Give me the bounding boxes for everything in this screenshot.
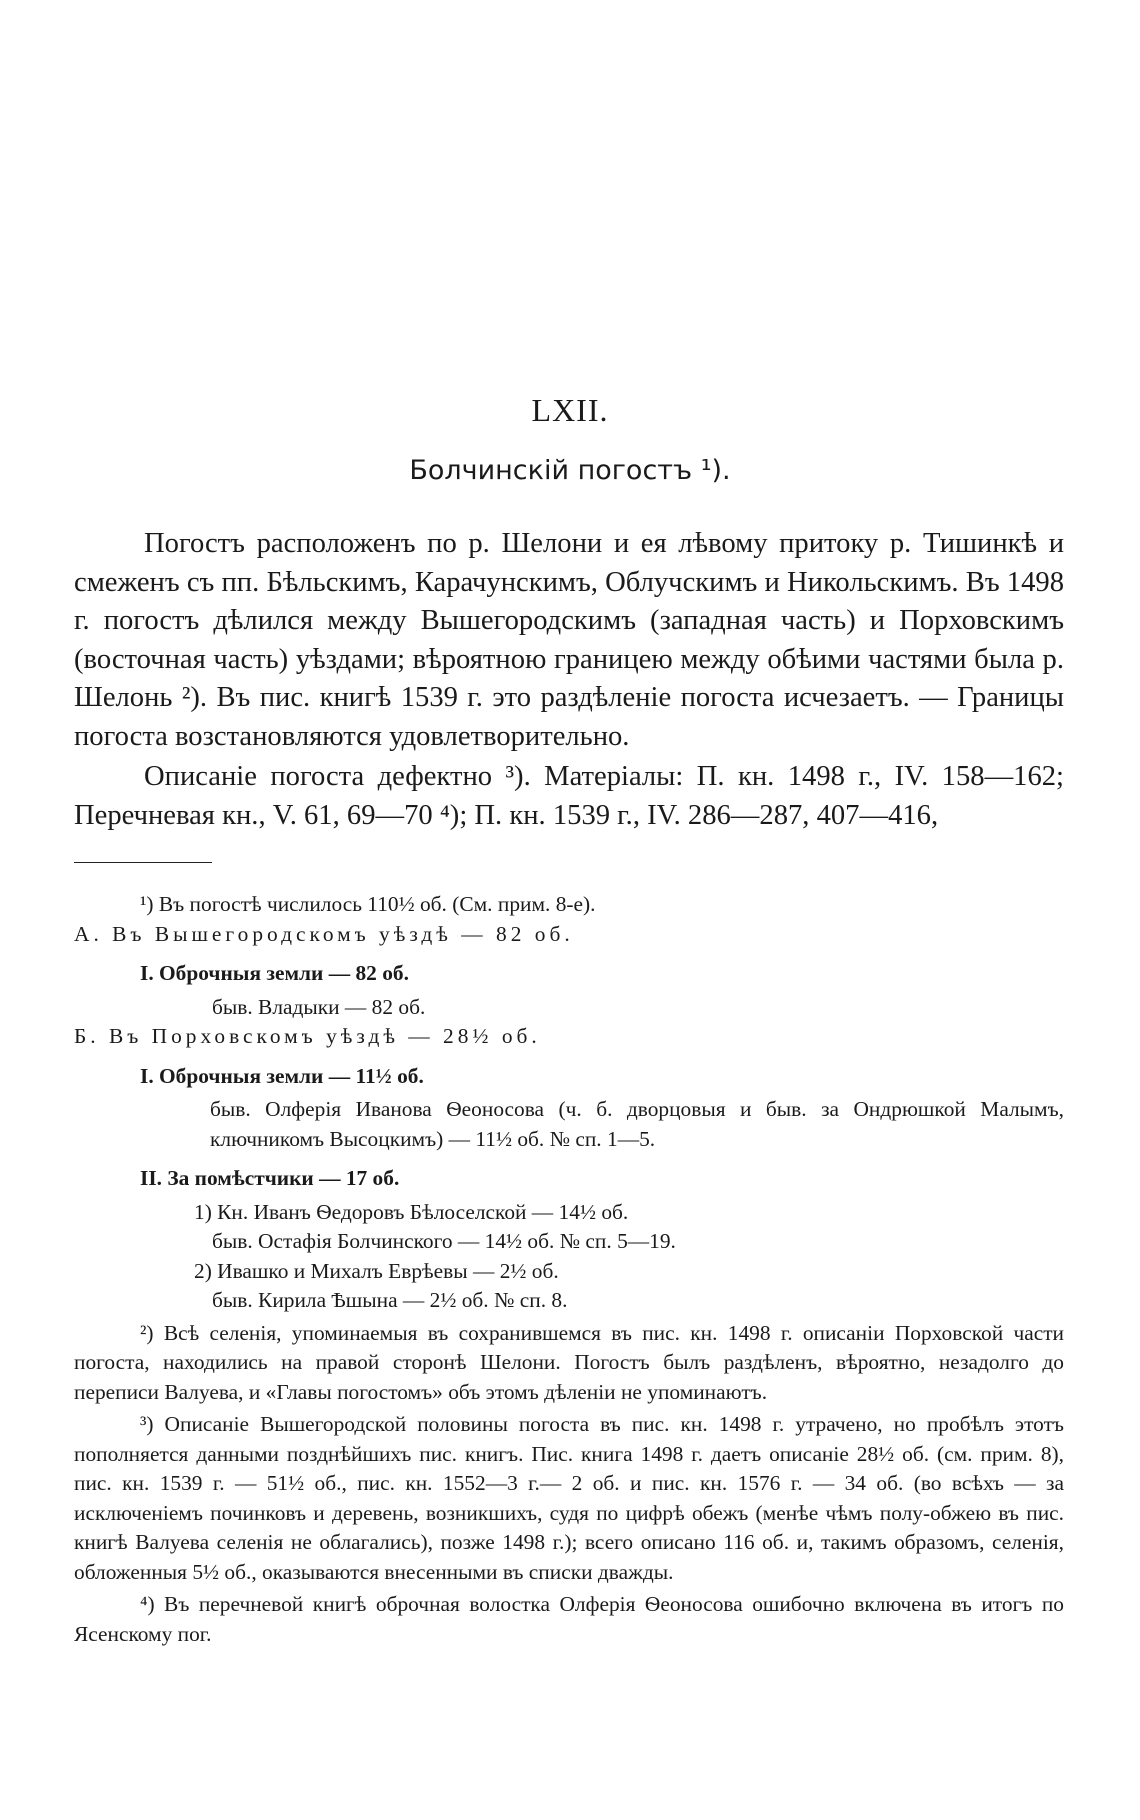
footnotes bbox=[74, 890, 1064, 1649]
footnote-1-intro: ¹) Въ погостѣ числилось 110½ об. (См. прим. 8-е). bbox=[140, 892, 596, 916]
chapter-title: Болчинскій погостъ ¹). bbox=[409, 455, 731, 486]
district-a-section-1: I. Оброчныя земли — 82 об. bbox=[140, 961, 409, 985]
district-b-section-1: I. Оброчныя земли — 11½ об. bbox=[140, 1063, 424, 1088]
district-b-entry-3: 2) Ивашко и Михалъ Еврѣевы — 2½ об. bbox=[194, 1258, 559, 1283]
district-b-entry-3-prior: быв. Кирила Ѣшына — 2½ об. № сп. 8. bbox=[212, 1288, 568, 1312]
district-a-entry: быв. Владыки — 82 об. bbox=[212, 994, 426, 1019]
district-a-heading: А. Въ Вышегородскомъ уѣздѣ — 82 об. bbox=[74, 921, 574, 946]
footnote-3: ³) Описаніе Вышегородской половины погоста въ пис. кн. 1498 г. утрачено, но пробѣлъ этотъ пополняется данными позднѣйшихъ пис. книгъ. Пис. книга 1498 г. даетъ описаніе 28½ об. (см. прим. 8), пис. кн. 1539 г. — 51½ об., пис. кн. 1552—3 г.— 2 об. и пис. кн. 1576 г. — 34 об. (во всѣхъ — за исключеніемъ починковъ и деревень, возникшихъ, судя по цифрѣ обежъ (менѣе чѣмъ полу-обжею въ пис. книгѣ Валуева селенія не облагались), позже 1498 г.); всего описано 116 об. и, такимъ образомъ, селенія, обложенныя 5½ об., оказываются внесенными въ списки дважды. bbox=[74, 1412, 1064, 1584]
footnote-2: ²) Всѣ селенія, упоминаемыя въ сохранившемся въ пис. кн. 1498 г. описаніи Порховской части погоста, находились на правой сторонѣ Шелони. Погостъ былъ раздѣленъ, вѣроятно, незадолго до переписи Валуева, и «Главы погостомъ» объ этомъ дѣленіи не упоминаютъ. bbox=[74, 1320, 1064, 1404]
chapter-number: LXII. bbox=[531, 392, 609, 428]
district-b-section-2: II. За помѣстчики — 17 об. bbox=[140, 1166, 400, 1190]
paragraph-materials: Описаніе погоста дефектно ³). Матеріалы: П. кн. 1498 г., IV. 158—162; Перечневая кн., V. 61, 69—70 ⁴); П. кн. 1539 г., IV. 286—287, 407—416, bbox=[74, 761, 1064, 831]
district-b-heading: Б. Въ Порховскомъ уѣздѣ — 28½ об. bbox=[74, 1024, 541, 1048]
footnote-rule bbox=[74, 862, 212, 863]
paragraph-description: Погостъ расположенъ по р. Шелони и ея лѣвому притоку р. Тишинкѣ и смеженъ съ пп. Бѣльскимъ, Карачунскимъ, Облучскимъ и Никольскимъ. Въ 1498 г. погостъ дѣлился между Вышегородскимъ (западная часть) и Порховскимъ (восточная часть) уѣздами; вѣроятною границею между обѣими частями была р. Шелонь ²). Въ пис. книгѣ 1539 г. это раздѣленіе погоста исчезаетъ. — Границы погоста возстановляются удовлетворительно. bbox=[74, 528, 1064, 752]
district-b-entry-2: 1) Кн. Иванъ Ѳедоровъ Бѣлоселской — 14½ об. bbox=[194, 1199, 629, 1224]
main-text bbox=[74, 525, 1064, 835]
footnote-4: ⁴) Въ перечневой книгѣ оброчная волостка Олферія Ѳеоносова ошибочно включена въ итогъ по Ясенскому пог. bbox=[74, 1592, 1064, 1646]
district-b-entry-2-prior: быв. Остафія Болчинского — 14½ об. № сп. 5—19. bbox=[212, 1229, 676, 1253]
district-b-entry-1: быв. Олферія Иванова Ѳеоносова (ч. б. дворцовыя и быв. за Ондрюшкой Малымъ, ключникомъ Высоцкимъ) — 11½ об. № сп. 1—5. bbox=[210, 1097, 1064, 1151]
